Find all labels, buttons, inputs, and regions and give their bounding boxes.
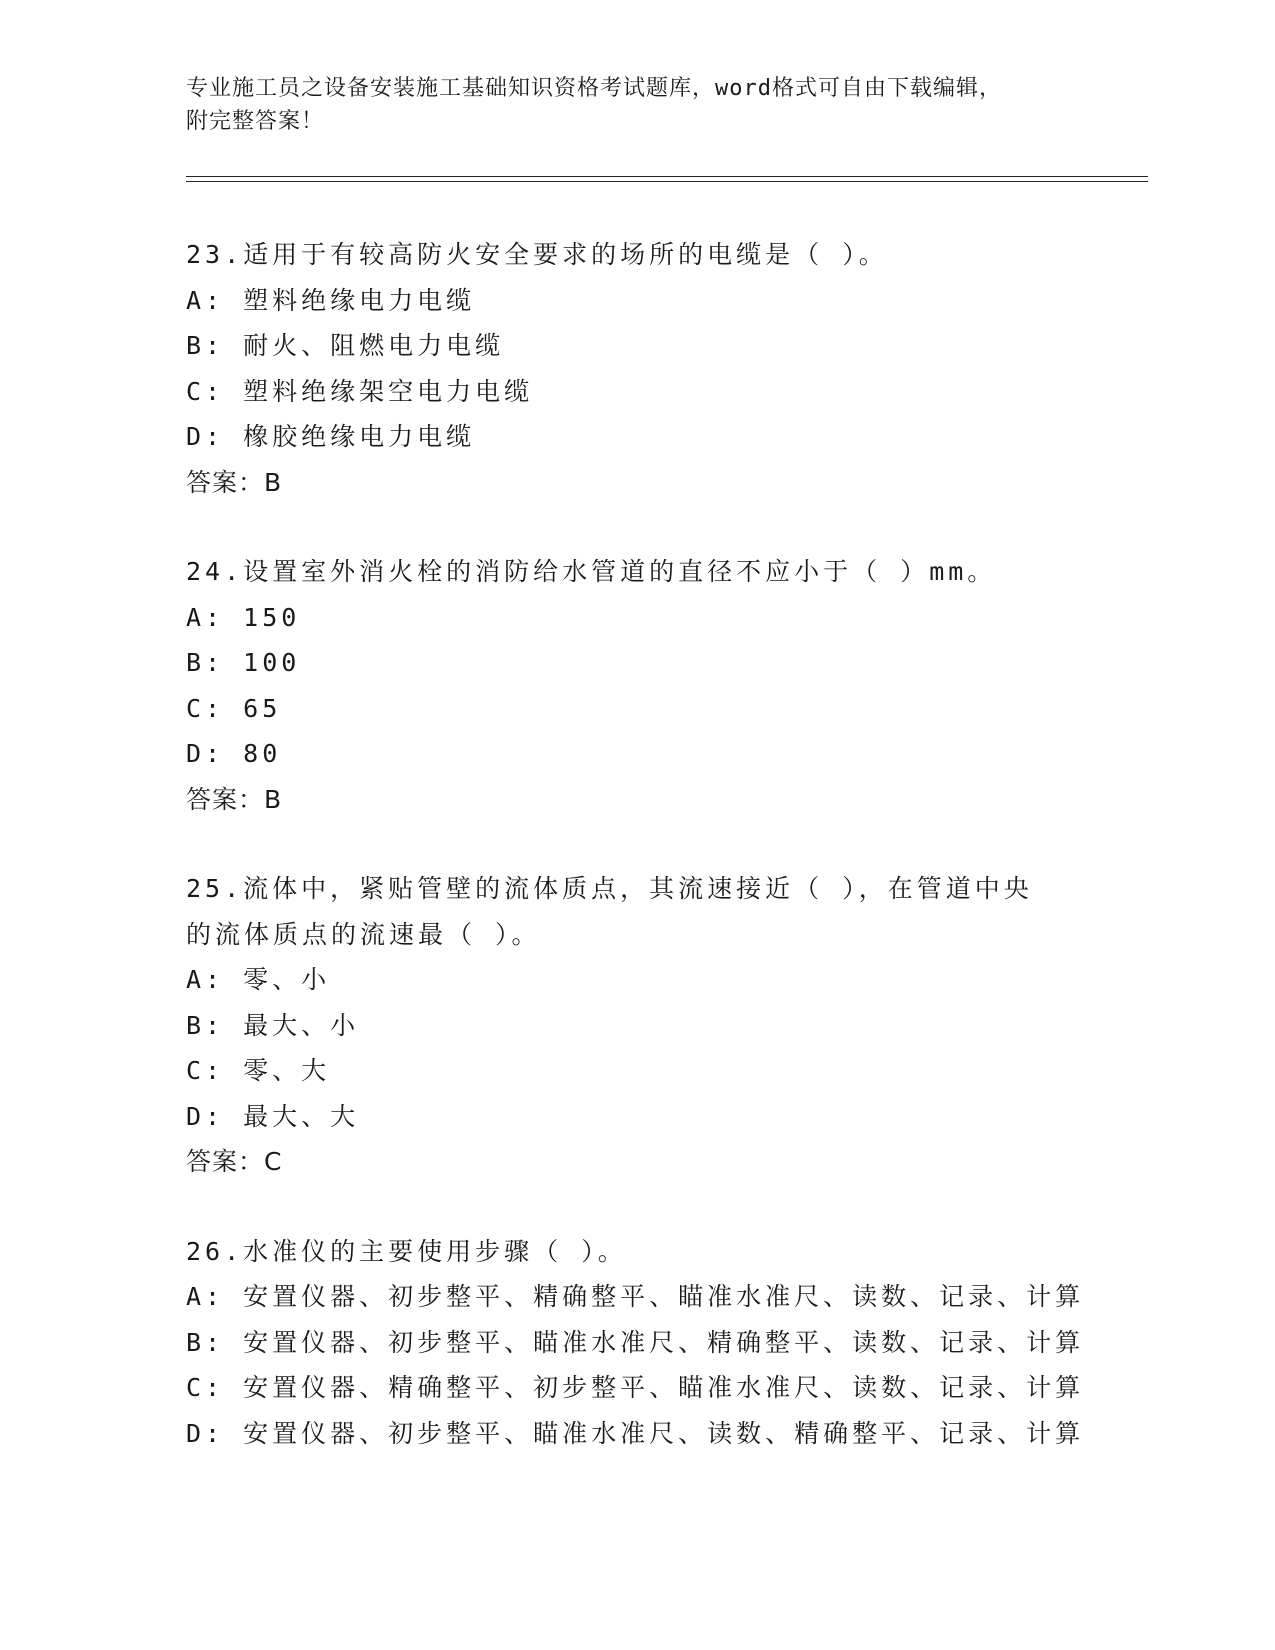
question-26 (186, 1229, 1126, 1457)
option-b: B: 最大、小 (186, 1010, 360, 1040)
header-divider-top (186, 176, 1148, 177)
option-d: D: 橡胶绝缘电力电缆 (186, 422, 476, 451)
option-a: A: 零、小 (186, 965, 331, 994)
option-c: C: 塑料绝缘架空电力电缆 (186, 376, 534, 406)
option-c: C: 安置仪器、精确整平、初步整平、瞄准水准尺、读数、记录、计算 (186, 1373, 1085, 1402)
header-line-1: 专业施工员之设备安装施工基础知识资格考试题库，word格式可自由下载编辑， (186, 76, 1002, 101)
option-c: C: 零、大 (186, 1056, 331, 1085)
option-b: B: 100 (186, 648, 301, 677)
option-b: B: 耐火、阻燃电力电缆 (186, 331, 505, 360)
question-stem: 24.设置室外消火栓的消防给水管道的直径不应小于（ ）mm。 (186, 557, 997, 586)
question-stem: 23.适用于有较高防火安全要求的场所的电缆是（ ）。 (186, 240, 888, 269)
option-a: A: 150 (186, 602, 301, 632)
question-23 (186, 232, 1126, 505)
option-a: A: 安置仪器、初步整平、精确整平、瞄准水准尺、读数、记录、计算 (186, 1282, 1085, 1311)
answer: 答案：B (186, 467, 283, 497)
question-24 (186, 549, 1126, 822)
option-b: B: 安置仪器、初步整平、瞄准水准尺、精确整平、读数、记录、计算 (186, 1327, 1085, 1357)
option-a: A: 塑料绝缘电力电缆 (186, 285, 476, 315)
question-stem: 25.流体中，紧贴管壁的流体质点，其流速接近（ ），在管道中央的流体质点的流速最（ ）。 (186, 874, 1033, 949)
header-divider-bottom (186, 181, 1148, 182)
option-d: D: 80 (186, 739, 282, 768)
question-list (186, 232, 1126, 1500)
option-d: D: 最大、大 (186, 1101, 360, 1131)
header-line-2: 附完整答案！ (186, 109, 325, 134)
option-c: C: 65 (186, 693, 282, 723)
question-25 (186, 866, 1126, 1185)
answer: 答案：B (186, 784, 283, 814)
option-d: D: 安置仪器、初步整平、瞄准水准尺、读数、精确整平、记录、计算 (186, 1418, 1085, 1448)
answer: 答案：C (186, 1147, 283, 1176)
document-header (186, 72, 1086, 138)
question-stem: 26.水准仪的主要使用步骤（ ）。 (186, 1236, 627, 1266)
